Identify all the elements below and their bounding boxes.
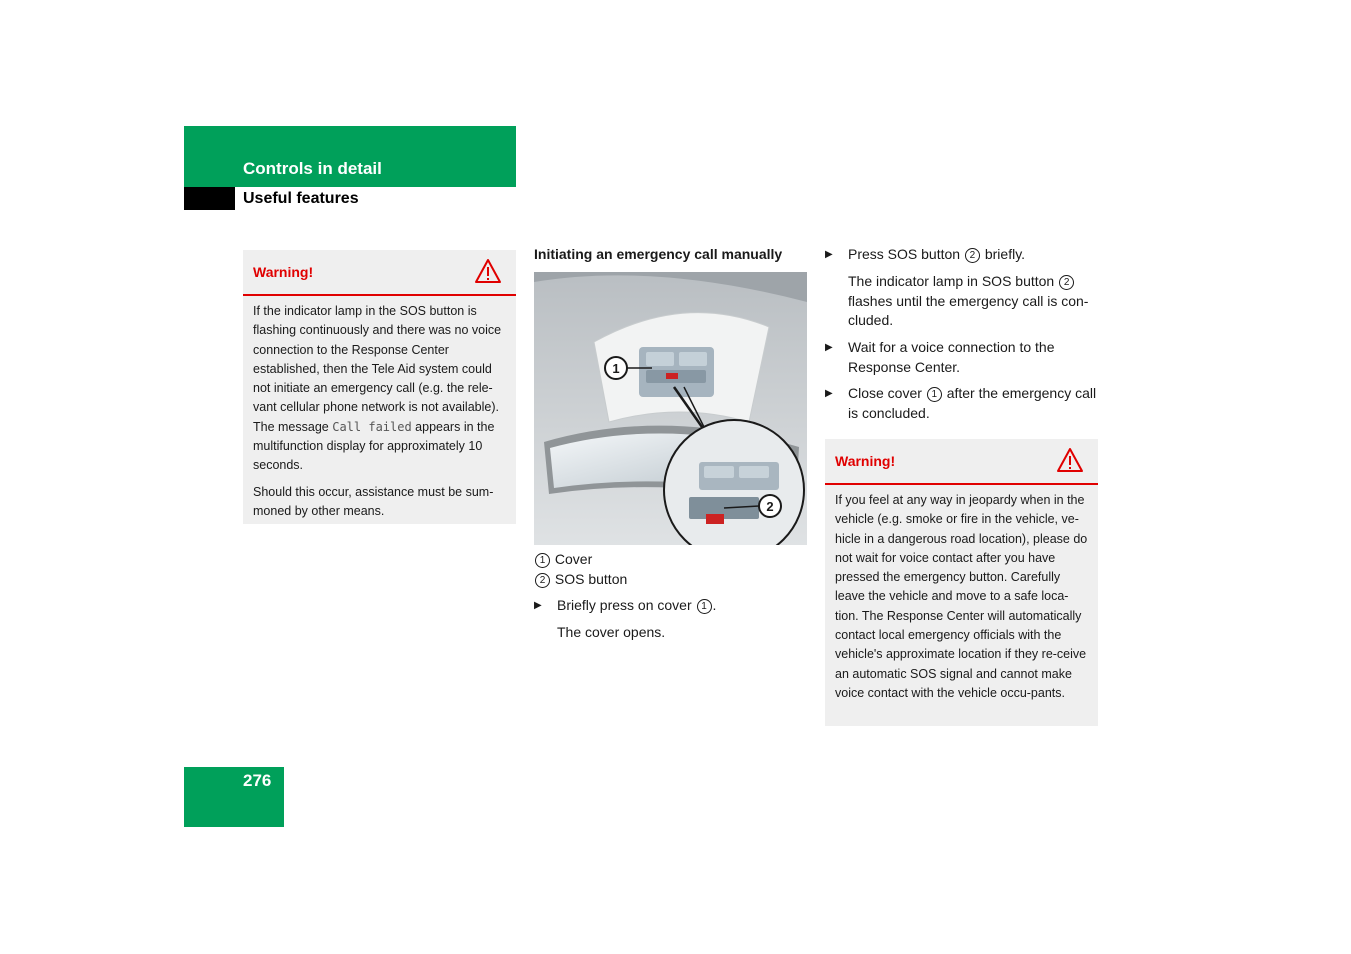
- svg-text:1: 1: [612, 361, 620, 376]
- warning-triangle-icon: [1056, 447, 1084, 473]
- warning-header: [825, 439, 1098, 485]
- step-arrow-icon: ▶: [534, 600, 542, 611]
- warning-paragraph: If you feel at any way in jeopardy when in the vehicle (e.g. smoke or fire in the vehicle, ve-hicle in a dangerous road location), please do not wait for voice contact after you have pressed the emergency button. Carefully leave the vehicle and move to a safe loca-tion. The Response Center will automatically contact local emergency officials with the vehicle's approximate location if they re-ceive an automatic SOS signal and cannot make voice contact with the vehicle occu-pants.: [835, 493, 1088, 700]
- instruction-step: [825, 338, 1100, 377]
- warning-triangle-icon: [474, 258, 502, 284]
- warning-text: appears in the multifunction display for approximately 10 seconds.: [253, 419, 495, 473]
- legend-number: 2: [535, 573, 550, 588]
- step-text: .: [712, 597, 717, 613]
- image-legend: [534, 550, 627, 589]
- reference-number: 2: [1059, 275, 1074, 290]
- svg-text:2: 2: [766, 499, 774, 514]
- warning-text: If the indicator lamp in the SOS button is flashing continuously and there was no voice connection to the Response Center established, then the Tele Aid system could not initiate an emergency call (e.g. the rele-vant cellular phone network is not available). The message: [253, 304, 502, 434]
- section-title: Controls in detail: [243, 159, 382, 178]
- step-text: Close cover: [848, 385, 926, 401]
- section-heading: Initiating an emergency call manually: [534, 246, 783, 262]
- step-arrow-icon: ▶: [825, 388, 833, 399]
- reference-number: 1: [697, 599, 712, 614]
- step-arrow-icon: ▶: [825, 249, 833, 260]
- instruction-step: [825, 245, 1100, 265]
- step-text: Wait for a voice connection to the Response Center.: [848, 339, 1055, 375]
- legend-item: [534, 570, 627, 590]
- overhead-control-panel-image: [534, 272, 807, 545]
- instruction-step: [534, 596, 817, 616]
- step-text: briefly.: [980, 246, 1026, 262]
- display-message-code: Call failed: [332, 419, 412, 434]
- step-text: Press SOS button: [848, 246, 964, 262]
- step-text: after the emergency call is concluded.: [848, 385, 1097, 421]
- warning-paragraph: [253, 302, 506, 476]
- legend-label: Cover: [554, 551, 593, 567]
- warning-header: [243, 250, 516, 296]
- page-number: 276: [243, 771, 272, 790]
- legend-number: 1: [535, 553, 550, 568]
- warning-body: [825, 485, 1098, 711]
- reference-number: 1: [927, 387, 942, 402]
- warning-paragraph: Should this occur, assistance must be sum-moned by other means.: [253, 484, 494, 518]
- step-result: [848, 272, 1100, 331]
- legend-label: SOS button: [554, 570, 628, 587]
- illustration: [534, 272, 807, 545]
- header-tab-marker: [184, 187, 235, 210]
- warning-box-left: [243, 250, 516, 524]
- reference-number: 2: [965, 248, 980, 263]
- step-text: The indicator lamp in SOS button: [848, 273, 1059, 289]
- step-text: Briefly press on cover: [557, 597, 696, 613]
- warning-title: Warning!: [835, 453, 896, 469]
- warning-body: [243, 296, 516, 529]
- warning-box-right: [825, 439, 1098, 726]
- subsection-title: Useful features: [243, 190, 359, 207]
- instruction-step: [825, 384, 1100, 423]
- step-arrow-icon: ▶: [825, 342, 833, 353]
- step-result: The cover opens.: [557, 624, 666, 640]
- legend-item: [534, 550, 627, 570]
- warning-title: Warning!: [253, 264, 314, 280]
- step-text: flashes until the emergency call is con-cluded.: [848, 292, 1089, 328]
